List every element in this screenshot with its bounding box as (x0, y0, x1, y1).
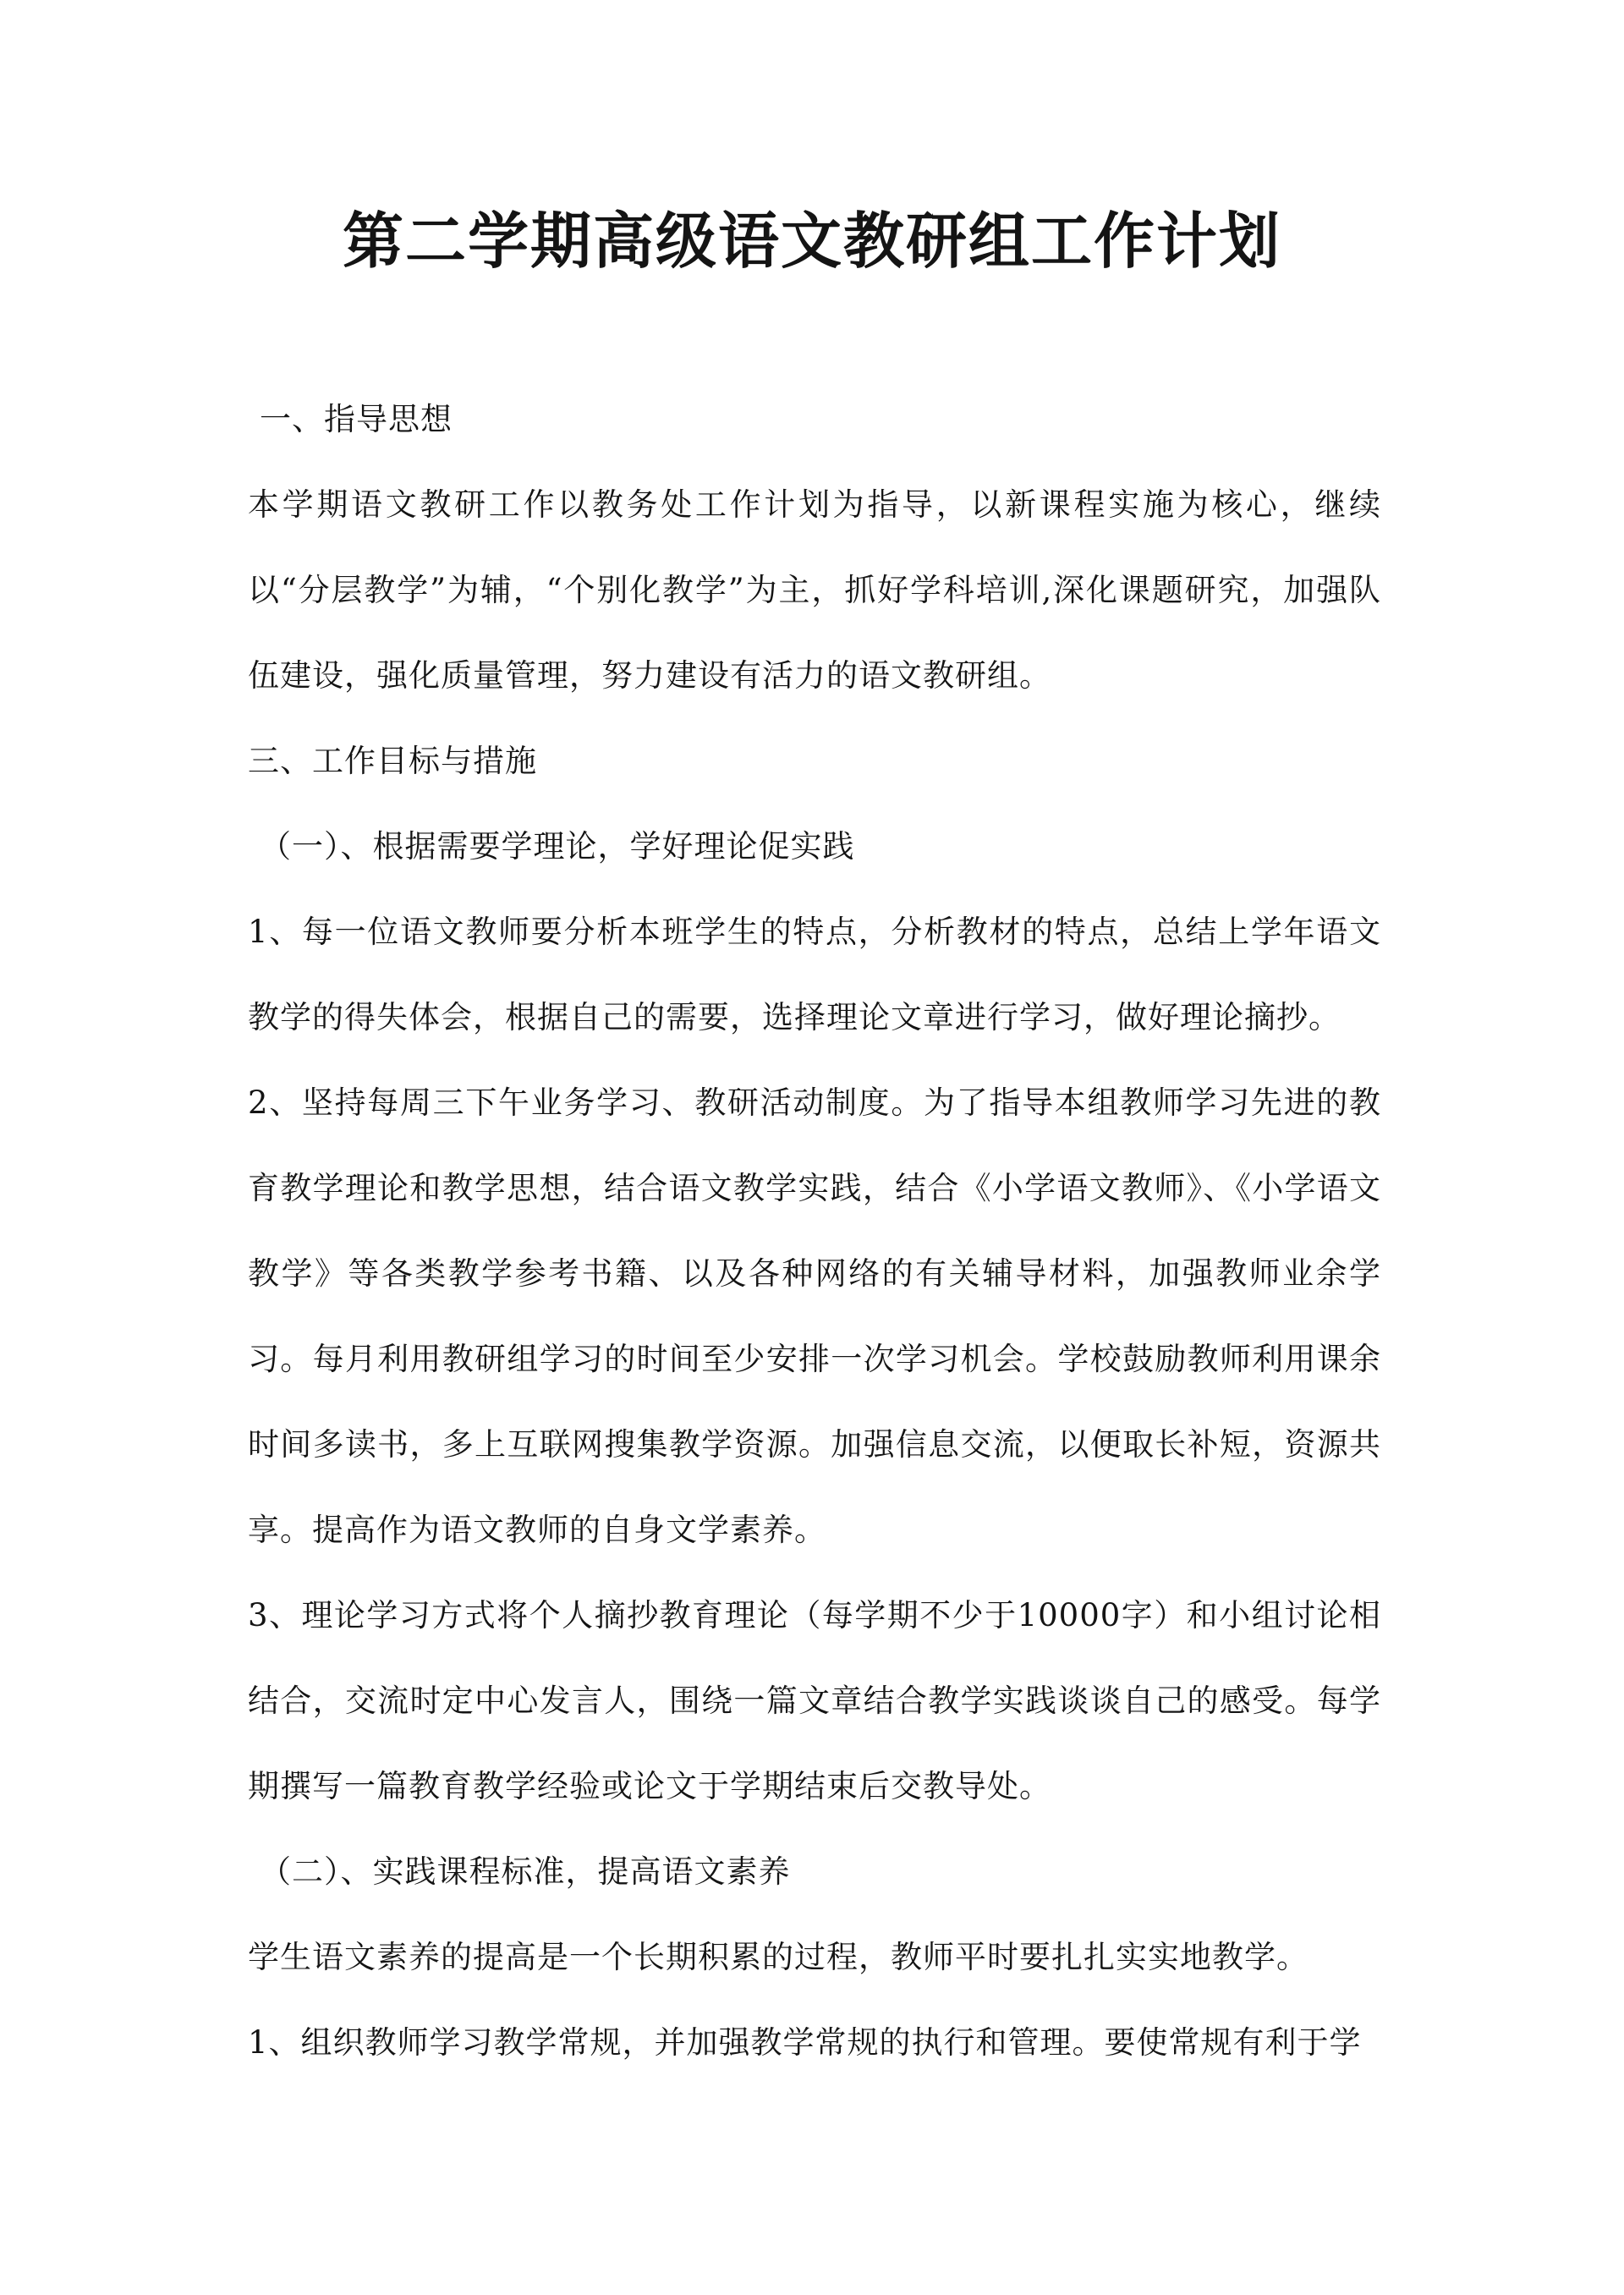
paragraph-practice-item-1: 1、组织教师学习教学常规，并加强教学常规的执行和管理。要使常规有利于学 (248, 2024, 1362, 2061)
subsection-heading-practice: （二）、实践课程标准，提高语文素养 (260, 1853, 791, 1890)
paragraph-guiding-ideology: 本学期语文教研工作以教务处工作计划为指导，以新课程实施为核心，继续以“分层教学”为辅，“个别化教学”为主，抓好学科培训,深化课题研究，加强队伍建设，强化质量管理，努力建设有活力的语文教研组。 (248, 486, 1381, 694)
paragraph-item-2: 2、坚持每周三下午业务学习、教研活动制度。为了指导本组教师学习先进的教育教学理论和教学思想，结合语文教学实践，结合《小学语文教师》、《小学语文教学》等各类教学参考书籍、以及各种网络的有关辅导材料，加强教师业余学习。每月利用教研组学习的时间至少安排一次学习机会。学校鼓励教师利用课余时间多读书，多上互联网搜集教学资源。加强信息交流，以便取长补短，资源共享。提高作为语文教师的自身文学素养。 (248, 1084, 1381, 1548)
document-title: 第二学期高级语文教研组工作计划 (342, 205, 1281, 277)
section-heading-guiding-ideology: 一、指导思想 (260, 401, 453, 437)
paragraph-item-3: 3、理论学习方式将个人摘抄教育理论（每学期不少于10000字）和小组讨论相结合，交流时定中心发言人，围绕一篇文章结合教学实践谈谈自己的感受。每学期撰写一篇教育教学经验或论文于学期结束后交教导处。 (248, 1597, 1381, 1804)
section-heading-goals-measures: 三、工作目标与措施 (248, 743, 537, 779)
paragraph-item-1: 1、每一位语文教师要分析本班学生的特点，分析教材的特点，总结上学年语文教学的得失体会，根据自己的需要，选择理论文章进行学习，做好理论摘抄。 (248, 914, 1381, 1035)
document-body (248, 376, 1381, 2085)
subsection-heading-theory: （一）、根据需要学理论，学好理论促实践 (260, 828, 855, 865)
paragraph-practice-intro: 学生语文素养的提高是一个长期积累的过程，教师平时要扎扎实实地教学。 (248, 1939, 1309, 1975)
